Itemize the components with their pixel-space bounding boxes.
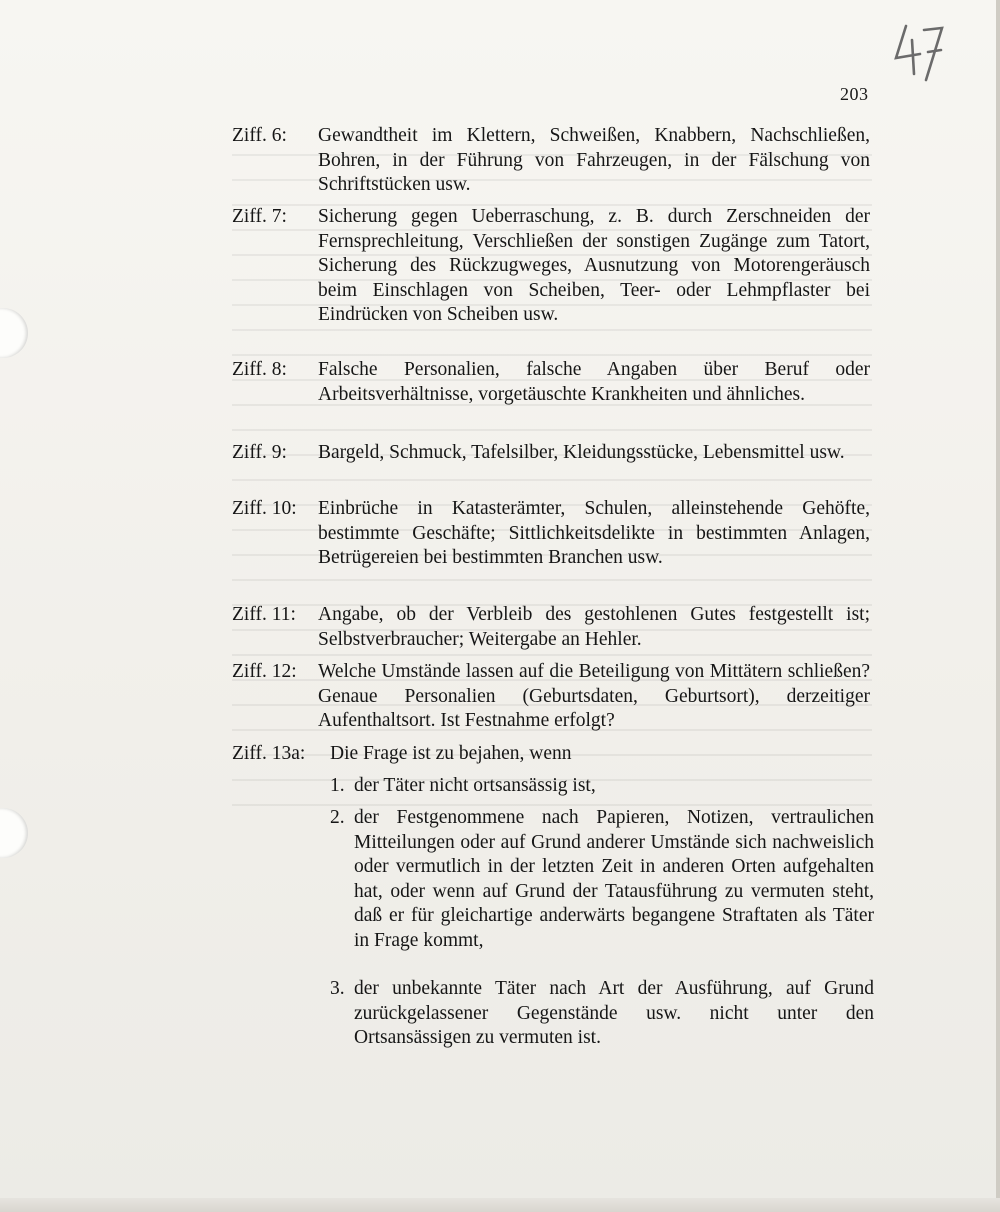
entry-label: Ziff. 8: [232,359,287,380]
entry-label: Ziff. 12: [232,661,297,682]
entry-text: Einbrüche in Katasterämter, Schulen, alleinstehende Gehöfte, bestimmte Geschäfte; Sittlichkeitsdelikte in bestimmten Anlagen, Betrügereien bei bestimmten Branchen usw. [318,498,870,568]
sub-item-number: 1. [330,775,345,796]
sub-item-text: der unbekannte Täter nach Art der Ausführung, auf Grund zurückgelassener Gegenstände usw. nicht unter den Ortsansässigen zu vermuten ist. [354,978,874,1048]
page-edge-bottom [0,1198,1000,1212]
punch-hole-top [0,308,28,358]
sub-item-text: der Festgenommene nach Papieren, Notizen, vertraulichen Mitteilungen oder auf Grund anderer Umstände sich nachweislich oder vermutlich in der letzten Zeit in anderen Orten aufgehalten hat, oder wenn auf Grund der Tatausführung zu vermuten steht, daß er für gleichartige anderwärts begangene Straftaten als Täter in Frage kommt, [354,807,874,951]
page-edge-right [996,0,1000,1212]
sub-item-text: der Täter nicht ortsansässig ist, [354,775,596,796]
entry-text: Bargeld, Schmuck, Tafelsilber, Kleidungsstücke, Lebensmittel usw. [318,442,845,463]
entry-label: Ziff. 11: [232,604,296,625]
punch-hole-bottom [0,808,28,858]
entry-text: Welche Umstände lassen auf die Beteiligung von Mittätern schließen? Genaue Personalien (Geburtsdaten, Geburtsort), derzeitiger Aufenthaltsort. Ist Festnahme erfolgt? [318,661,870,731]
entry-label: Ziff. 6: [232,125,287,146]
entry-text: Angabe, ob der Verbleib des gestohlenen Gutes festgestellt ist; Selbstverbraucher; Weitergabe an Hehler. [318,604,870,650]
entry-text: Sicherung gegen Ueberraschung, z. B. durch Zerschneiden der Fernsprechleitung, Verschließen der sonstigen Zugänge zum Tatort, Sicherung des Rückzugweges, Ausnutzung von Motorengeräusch beim Einschlagen von Scheiben, Teer- oder Lehmpflaster bei Eindrücken von Scheiben usw. [318,206,870,325]
entry-text: Falsche Personalien, falsche Angaben über Beruf oder Arbeitsverhältnisse, vorgetäuschte Krankheiten und ähnliches. [318,359,870,405]
entry-label: Ziff. 10: [232,498,297,519]
sub-item-number: 2. [330,807,345,828]
sub-item-number: 3. [330,978,345,999]
entry-label: Ziff. 7: [232,206,287,227]
entry-label: Ziff. 13a: [232,743,306,764]
entry-text: Gewandtheit im Klettern, Schweißen, Knabbern, Nachschließen, Bohren, in der Führung von Fahrzeugen, in der Fälschung von Schriftstücken usw. [318,125,870,195]
entry-text: Die Frage ist zu bejahen, wenn [330,743,572,764]
entry-label: Ziff. 9: [232,442,287,463]
page-number: 203 [840,84,869,104]
handwritten-page-number [886,18,946,98]
